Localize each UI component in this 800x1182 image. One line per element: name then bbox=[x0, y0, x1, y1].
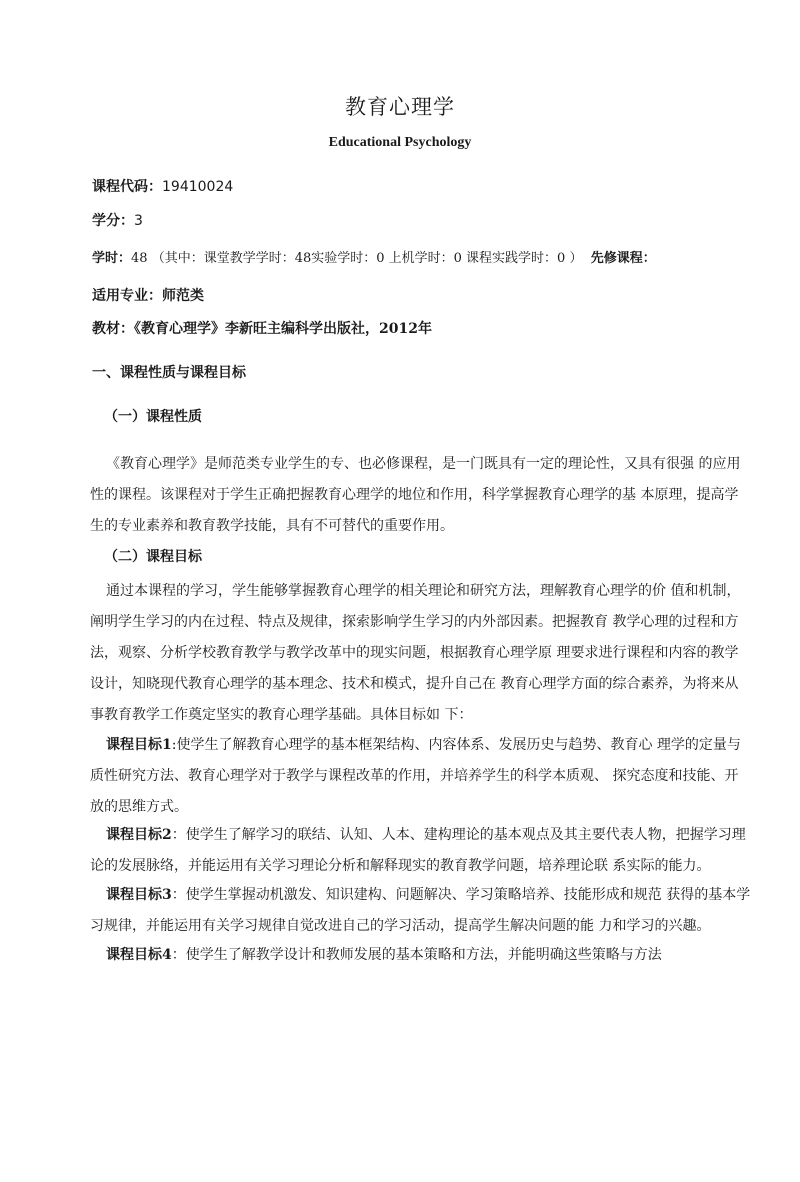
goal-1-paragraph bbox=[90, 730, 752, 823]
course-code-line bbox=[92, 176, 233, 196]
goal-3-label: 课程目标3 bbox=[106, 887, 172, 903]
goal-3-text: ：使学生掌握动机激发、知识建构、问题解决、学习策略培养、技能形成和规范 获得的基本学习规律，并能运用有关学习规律自觉改进自己的学习活动，提高学生解决问题的能 力和学习的兴趣。 bbox=[90, 887, 751, 934]
credits-label: 学分： bbox=[92, 213, 134, 229]
course-code-value: 19410024 bbox=[162, 179, 234, 195]
course-nature-paragraph bbox=[90, 449, 752, 542]
subsection-heading-2: （二）课程目标 bbox=[104, 549, 202, 565]
textbook-label: 教材： bbox=[92, 321, 134, 337]
doc-title: 教育心理学 bbox=[345, 95, 455, 119]
goal-2-text: ：使学生了解学习的联结、认知、人本、建构理论的基本观点及其主要代表人物，把握学习理论的发展脉络，并能运用有关学习理论分析和解释现实的教育教学问题，培养理论联 系实际的能力。 bbox=[90, 827, 746, 874]
doc-subtitle: Educational Psychology bbox=[328, 135, 472, 150]
textbook-value: 《教育心理学》李新旺主编科学出版社，2012年 bbox=[134, 321, 432, 337]
course-code-label: 课程代码： bbox=[92, 179, 162, 195]
credits-value: 3 bbox=[134, 213, 143, 229]
goal-4-paragraph bbox=[90, 940, 752, 971]
hours-line bbox=[92, 247, 656, 266]
goal-2-label: 课程目标2 bbox=[106, 827, 172, 843]
subsection-heading-1: （一）课程性质 bbox=[104, 409, 202, 425]
textbook-line bbox=[92, 318, 432, 338]
major-label: 适用专业： bbox=[92, 288, 162, 304]
goal-3-paragraph bbox=[90, 880, 752, 942]
goal-4-label: 课程目标4 bbox=[106, 947, 172, 963]
hours-label: 学时： bbox=[92, 251, 132, 266]
credits-line bbox=[92, 210, 143, 230]
goal-4-text: ：使学生了解教学设计和教师发展的基本策略和方法，并能明确这些策略与方法 bbox=[171, 947, 662, 963]
prereq-label: 先修课程： bbox=[590, 251, 656, 266]
course-nature-text: 《教育心理学》是师范类专业学生的专、也必修课程，是一门既具有一定的理论性，又具有很强 的应用性的课程。该课程对于学生正确把握教育心理学的地位和作用，科学掌握教育心理学的基 本原理，提高学生的专业素养和教育教学技能，具有不可替代的重要作用。 bbox=[90, 456, 741, 534]
goal-1-label: 课程目标1 bbox=[106, 737, 172, 753]
course-goal-paragraph bbox=[90, 576, 752, 731]
goal-1-text: :使学生了解教育心理学的基本框架结构、内容体系、发展历史与趋势、教育心 理学的定量与质性研究方法、教育心理学对于教学与课程改革的作用，并培养学生的科学本质观、 探究态度和技能、开放的思维方式。 bbox=[90, 737, 741, 815]
hours-detail: 48 （其中：课堂教学学时：48实验学时：0 上机学时：0 课程实践学时：0 ） bbox=[131, 251, 583, 266]
major-line bbox=[92, 285, 204, 305]
section-heading-1: 一、课程性质与课程目标 bbox=[92, 365, 246, 381]
course-goal-text: 通过本课程的学习，学生能够掌握教育心理学的相关理论和研究方法，理解教育心理学的价 值和机制，阐明学生学习的内在过程、特点及规律，探索影响学生学习的内外部因素。把握教育 教学心理的过程和方法，观察、分析学校教育教学与教学改革中的现实问题，根据教育心理学原 理要求进行课程和内容的教学设计，知晓现代教育心理学的基本理念、技术和模式，提升自己在 教育心理学方面的综合素养，为将来从事教育教学工作奠定坚实的教育心理学基础。具体目标如 下： bbox=[90, 583, 741, 723]
goal-2-paragraph bbox=[90, 820, 752, 882]
major-value: 师范类 bbox=[162, 288, 204, 304]
